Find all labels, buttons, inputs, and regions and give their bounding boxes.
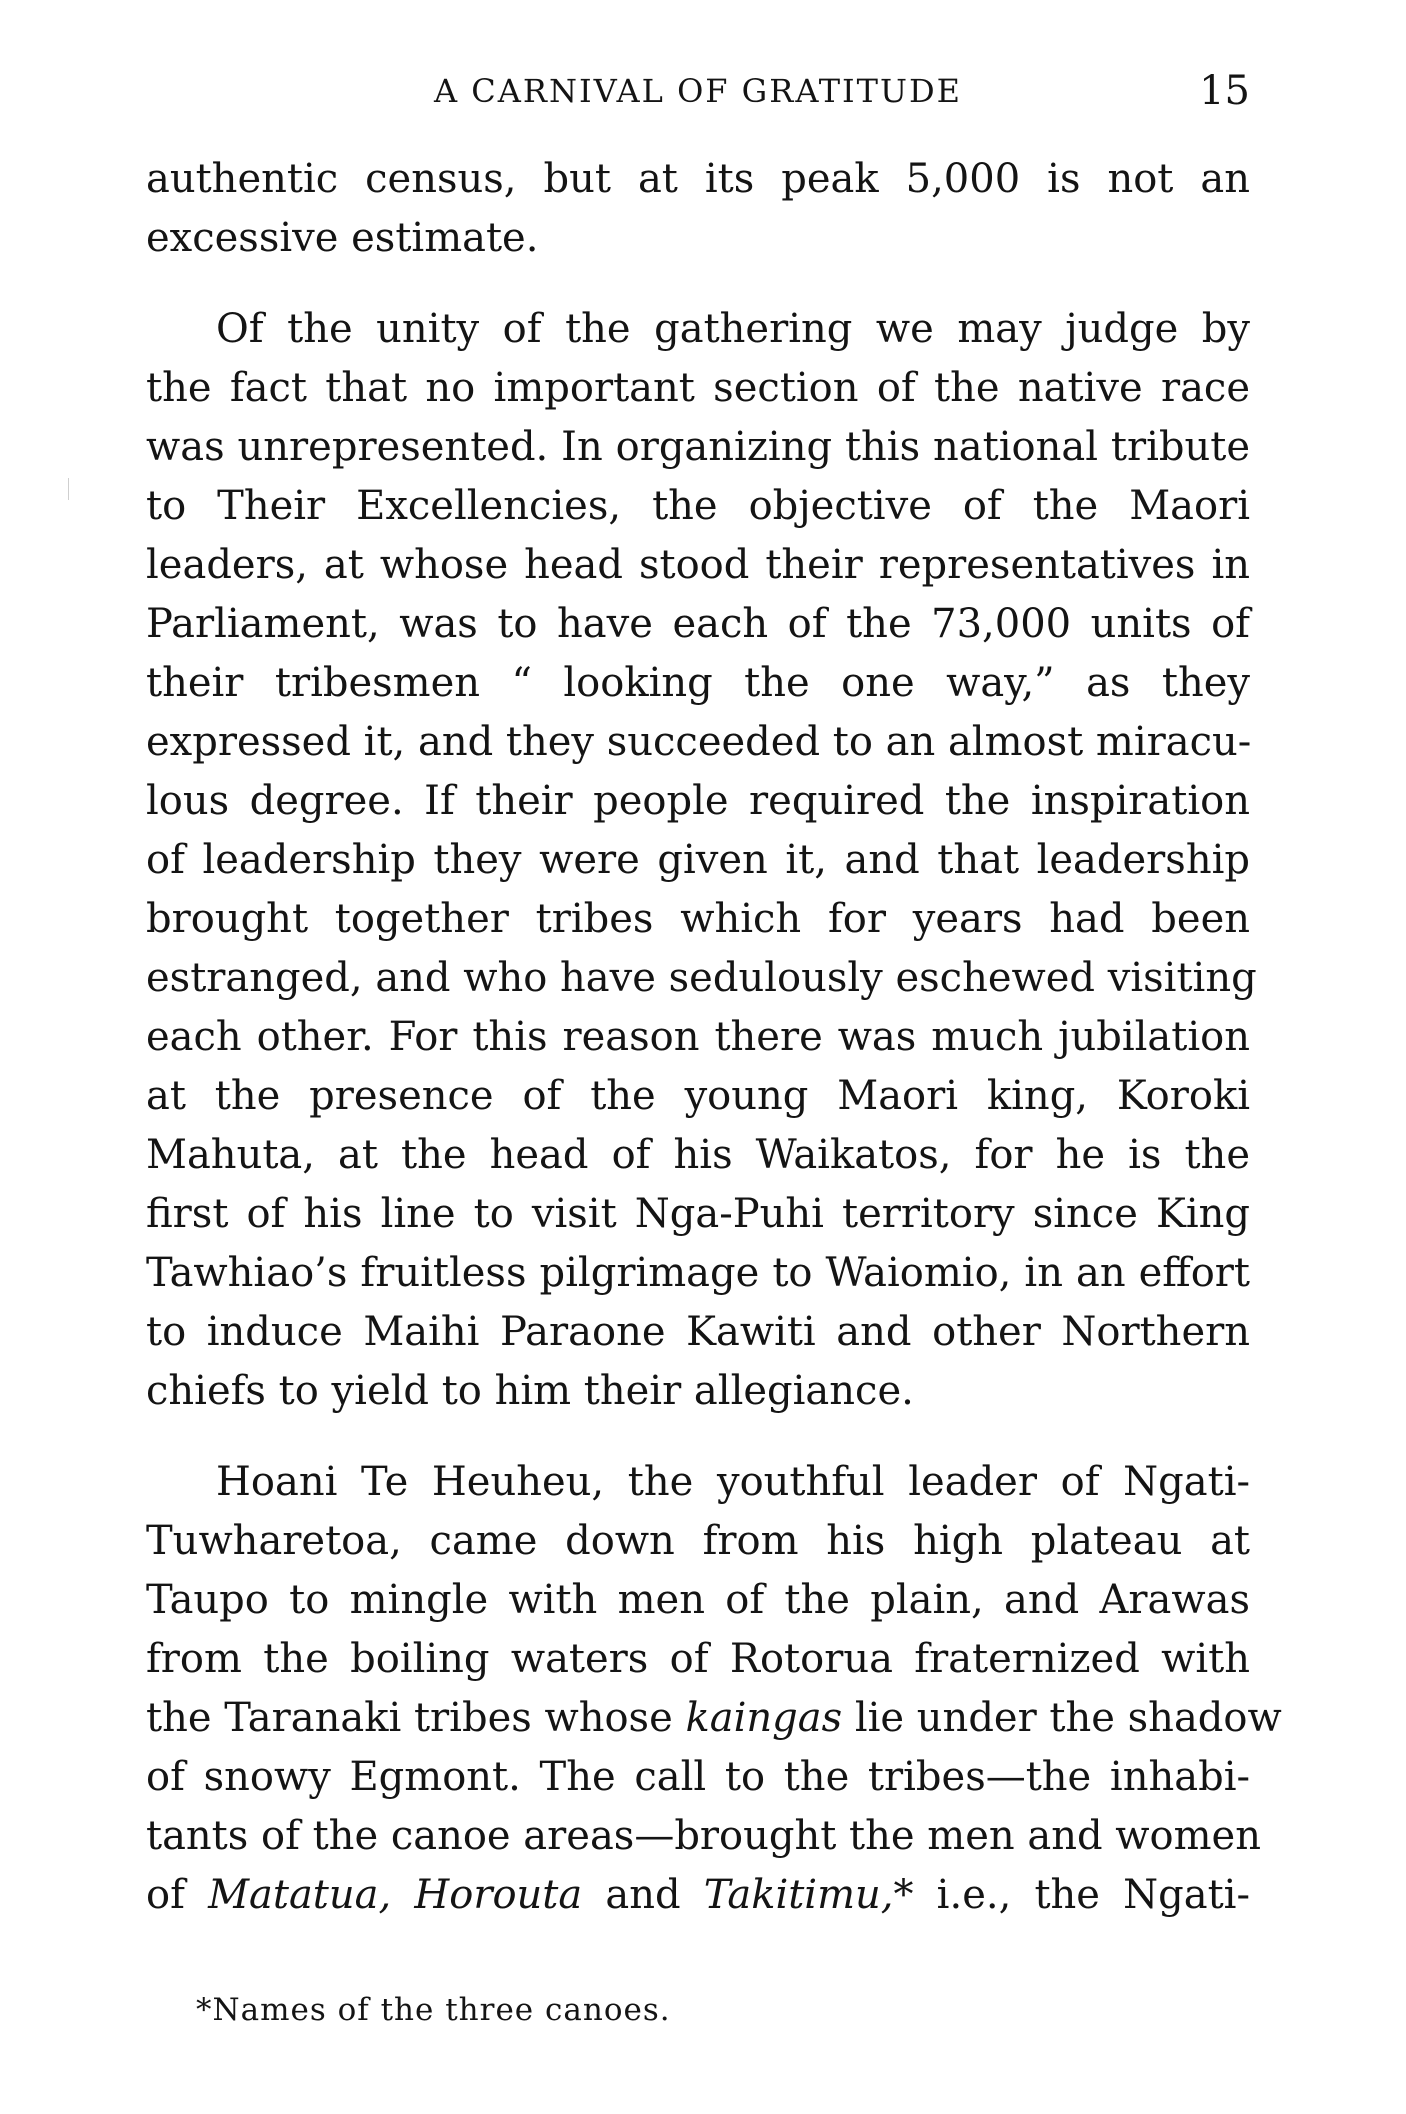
text-line: estranged, and who have sedulously eschewed visiting (146, 955, 1257, 1001)
canoe-name: Matatua, (208, 1872, 392, 1918)
text-line: Mahuta, at the head of his Waikatos, for he is the (146, 1132, 1250, 1178)
text-line: excessive estimate. (146, 215, 539, 261)
text-line: of leadership they were given it, and that leadership (146, 837, 1250, 883)
text-line: leaders, at whose head stood their representatives in (146, 542, 1250, 588)
text-line: at the presence of the young Maori king, Koroki (146, 1073, 1250, 1119)
text-run: * i.e., the Ngati- (893, 1872, 1250, 1918)
text-line: of snowy Egmont. The call to the tribes—the inhabi- (146, 1754, 1250, 1800)
text-line: brought together tribes which for years had been (146, 896, 1250, 942)
text-line: Parliament, was to have each of the 73,000 units of (146, 601, 1250, 647)
text-run: of (146, 1872, 209, 1918)
scan-mark (68, 478, 69, 500)
paragraph-1 (146, 150, 1250, 268)
footnote: *Names of the three canoes. (196, 1992, 671, 2028)
canoe-name: Takitimu, (703, 1872, 894, 1918)
running-header (146, 68, 1250, 118)
text-run: lie under the shadow (842, 1695, 1282, 1741)
running-title: A CARNIVAL OF GRATITUDE (433, 72, 962, 110)
text-line: was unrepresented. In organizing this national tribute (146, 424, 1250, 470)
text-line: Tawhiao’s fruitless pilgrimage to Waiomio, in an effort (146, 1250, 1250, 1296)
text-line: each other. For this reason there was much jubilation (146, 1014, 1250, 1060)
text-line: Of the unity of the gathering we may judge by (216, 306, 1250, 352)
text-line (146, 1689, 1282, 1748)
text-line: the fact that no important section of the native race (146, 365, 1250, 411)
text-line: first of his line to visit Nga-Puhi territory since King (146, 1191, 1250, 1237)
text-line: to Their Excellencies, the objective of the Maori (146, 483, 1250, 529)
paragraph-2 (146, 300, 1257, 1421)
canoe-name: Horouta (414, 1872, 583, 1918)
italic-term: kaingas (685, 1695, 843, 1741)
text-run (391, 1872, 414, 1918)
text-line: Hoani Te Heuheu, the youthful leader of Ngati- (216, 1459, 1250, 1505)
text-line: tants of the canoe areas—brought the men and women (146, 1813, 1261, 1859)
text-line: authentic census, but at its peak 5,000 is not an (146, 156, 1250, 202)
text-line: Tuwharetoa, came down from his high plateau at (146, 1518, 1250, 1564)
text-line: chiefs to yield to him their allegiance. (146, 1368, 914, 1414)
text-line (146, 1866, 1250, 1925)
text-line: from the boiling waters of Rotorua fraternized with (146, 1636, 1250, 1682)
text-run: and (582, 1872, 704, 1918)
page-number: 15 (1199, 68, 1250, 114)
text-run: the Taranaki tribes whose (146, 1695, 686, 1741)
text-line: to induce Maihi Paraone Kawiti and other Northern (146, 1309, 1250, 1355)
text-line: expressed it, and they succeeded to an almost miracu- (146, 719, 1252, 765)
text-line: their tribesmen “ looking the one way,” as they (146, 660, 1250, 706)
body-text (146, 150, 1282, 1925)
text-line: lous degree. If their people required the inspiration (146, 778, 1250, 824)
text-line: Taupo to mingle with men of the plain, and Arawas (146, 1577, 1250, 1623)
paragraph-3 (146, 1453, 1282, 1925)
